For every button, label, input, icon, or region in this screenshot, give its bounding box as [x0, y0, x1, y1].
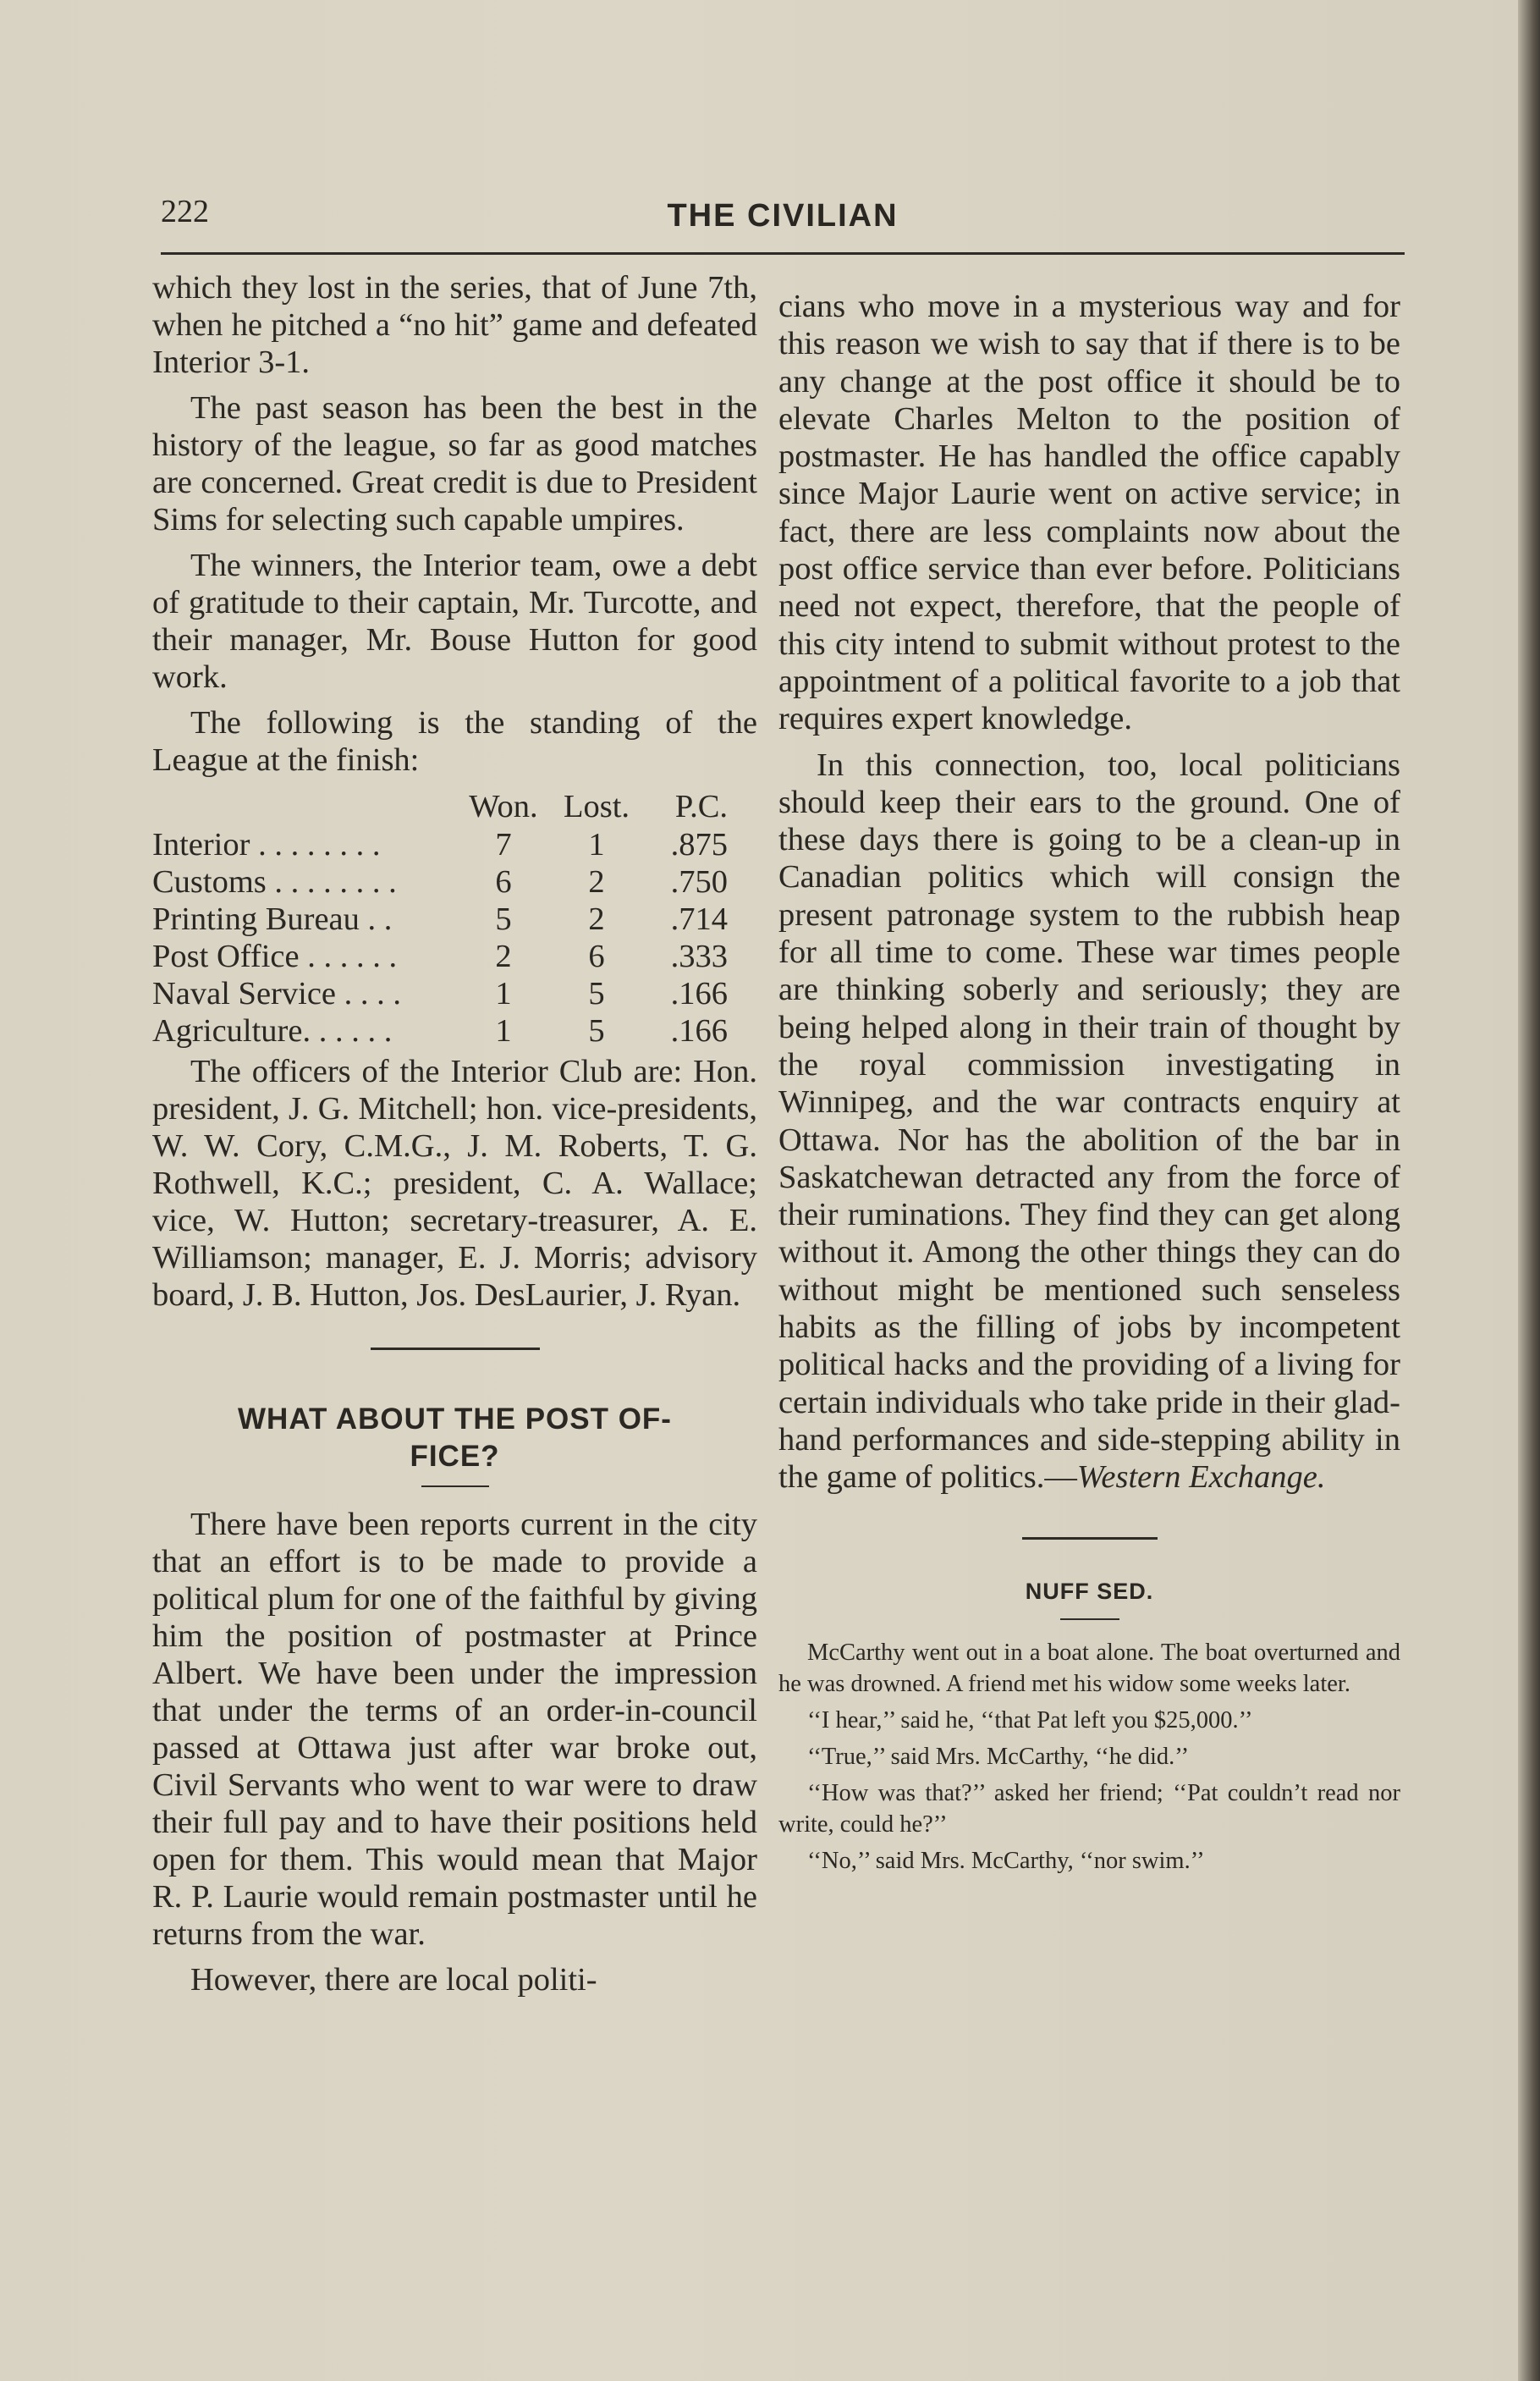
team-name: Customs . . . . . . . .	[152, 864, 397, 900]
officers-paragraph: The officers of the Interior Club are: Hon. president, J. G. Mitchell; hon. vice-presidents, W. W. Cory, C.M.G., J. M. Roberts, T. G. Rothwell, K.C.; president, C. A. Wallace; vice, W. Hutton; secretary-treasurer, A. E. Williamson; manager, E. J. Morris; advisory board, J. B. Hutton, Jos. DesLaurier, J. Ryan.	[152, 1054, 757, 1313]
table-row	[152, 901, 728, 938]
pc-value: .166	[670, 1013, 728, 1049]
lost-value: 6	[588, 939, 605, 974]
won-value: 5	[495, 901, 512, 937]
joke-line: McCarthy went out in a boat alone. The boat overturned and he was drowned. A friend met his widow some weeks later.	[778, 1639, 1400, 1697]
joke-line: ‘‘No,’’ said Mrs. McCarthy, ‘‘nor swim.’’	[807, 1847, 1205, 1874]
paragraph-text: In this connection, too, local politicians should keep their ears to the ground. One of these days there is going to be a clean-up in Canadian politics which will consign the present patronage system to the rubbish heap for all time to come. These war times people are thinking soberly and seriously; they are being helped along in their train of thought by the royal commission investigating in Winnipeg, and the war contracts enquiry at Ottawa. Nor has the abolition of the bar in Saskatchewan detracted any from the force of their ruminations. They find they can get along without it. Among the other things they can do without might be mentioned such senseless habits as the filling of jobs by incompetent political hacks and the providing of a living for certain individuals who take pride in their glad-hand performances and side-stepping ability in the game of politics.—	[778, 747, 1400, 1496]
page-edge-shadow	[1518, 0, 1540, 2381]
table-header-cell: Won.	[469, 789, 538, 824]
paragraph: However, there are local politi-	[190, 1962, 597, 1998]
page-header	[161, 193, 1405, 244]
pc-value: .750	[670, 864, 728, 900]
left-column	[152, 269, 757, 2007]
right-column	[778, 288, 1400, 1882]
team-name: Printing Bureau . .	[152, 901, 393, 937]
joke-title: NUFF SED.	[1025, 1578, 1154, 1604]
pc-value: .333	[670, 939, 728, 974]
team-name: Naval Service . . . .	[152, 976, 401, 1011]
table-header-cell: Lost.	[563, 789, 630, 824]
paragraph: The past season has been the best in the history of the league, so far as good matches are concerned. Great credit is due to President Sims for selecting such capable umpires.	[152, 390, 757, 537]
table-row	[152, 938, 728, 975]
article-title-line: WHAT ABOUT THE POST OF-	[238, 1403, 672, 1436]
table-row	[152, 863, 728, 901]
paragraph: cians who move in a mysterious way and for this reason we wish to say that if there is to be any change at the post office it should be to elevate Charles Melton to the position of postmaster. He has handled the office capably since Major Laurie went on active service; in fact, there are less complaints now about the post office service than ever before. Politicians need not expect, therefore, that the people of this city intend to submit without protest to the appointment of a political favorite to a job that requires expert knowledge.	[778, 289, 1400, 737]
title-underline	[421, 1485, 489, 1487]
source-credit: Western Exchange.	[1076, 1459, 1326, 1496]
won-value: 1	[495, 976, 512, 1011]
paragraph: The following is the standing of the League at the finish:	[152, 705, 757, 778]
page-number: 222	[161, 194, 209, 229]
lost-value: 1	[588, 827, 605, 863]
lost-value: 2	[588, 901, 605, 937]
table-header-row	[152, 787, 728, 826]
article-title-line: FICE?	[410, 1440, 500, 1473]
won-value: 1	[495, 1013, 512, 1049]
table-header-cell	[152, 787, 457, 826]
won-value: 2	[495, 939, 512, 974]
won-value: 6	[495, 864, 512, 900]
standing-table	[152, 787, 728, 1050]
paragraph: which they lost in the series, that of June 7th, when he pitched a “no hit” game and defeated Interior 3-1.	[152, 270, 757, 380]
section-divider	[1022, 1537, 1158, 1540]
paragraph: The winners, the Interior team, owe a debt of gratitude to their captain, Mr. Turcotte, and their manager, Mr. Bouse Hutton for good work.	[152, 548, 757, 695]
table-row	[152, 826, 728, 863]
table-header-cell: P.C.	[674, 789, 728, 824]
team-name: Post Office . . . . . .	[152, 939, 398, 974]
table-row	[152, 975, 728, 1012]
joke-line: ‘‘How was that?’’ asked her friend; ‘‘Pat couldn’t read nor write, could he?’’	[778, 1779, 1400, 1838]
lost-value: 2	[588, 864, 605, 900]
pc-value: .166	[670, 976, 728, 1011]
article-title	[152, 1401, 757, 1475]
team-name: Interior . . . . . . . .	[152, 827, 381, 863]
lost-value: 5	[588, 976, 605, 1011]
pc-value: .714	[670, 901, 728, 937]
lost-value: 5	[588, 1013, 605, 1049]
pc-value: .875	[670, 827, 728, 863]
title-underline	[1060, 1618, 1119, 1620]
paragraph	[778, 747, 1400, 1496]
joke-line: ‘‘True,’’ said Mrs. McCarthy, ‘‘he did.’’	[807, 1743, 1190, 1770]
won-value: 7	[495, 827, 512, 863]
team-name: Agriculture. . . . . .	[152, 1013, 393, 1049]
running-title: THE CIVILIAN	[667, 198, 899, 234]
header-rule	[161, 252, 1405, 255]
table-row	[152, 1012, 728, 1050]
section-divider	[371, 1348, 540, 1350]
paragraph: There have been reports current in the city that an effort is to be made to provide a political plum for one of the faithful by giving him the position of postmaster at Prince Albert. We have been under the impression that under the terms of an order-in-council passed at Ottawa just after war broke out, Civil Servants who went to war were to draw their full pay and to have their positions held open for them. This would mean that Major R. P. Laurie would remain postmaster until he returns from the war.	[152, 1507, 757, 1952]
joke-line: ‘‘I hear,’’ said he, ‘‘that Pat left you $25,000.’’	[807, 1706, 1253, 1733]
